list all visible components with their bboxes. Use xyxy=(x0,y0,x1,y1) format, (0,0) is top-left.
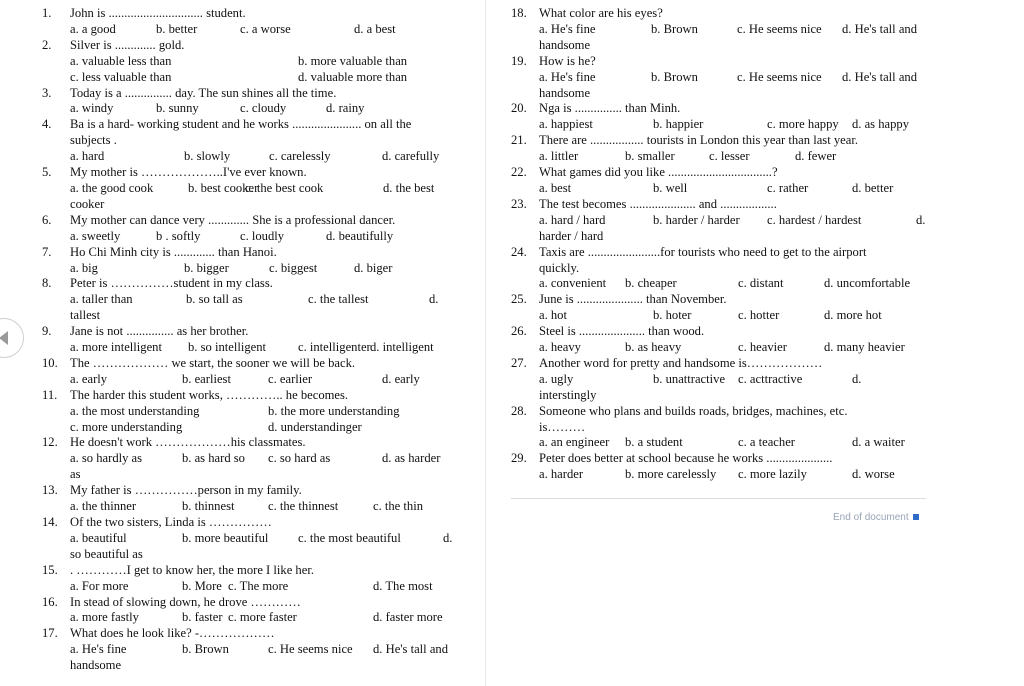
options-row: a. a good b. better c. a worse d. a best xyxy=(70,21,396,36)
question xyxy=(511,404,929,452)
options-row: a. hard / hard b. harder / harder c. hardest / hardest d. xyxy=(539,212,926,227)
question-number: 19. xyxy=(511,53,527,68)
question xyxy=(511,197,929,245)
question-number: 12. xyxy=(42,435,58,450)
options-row: a. happiest b. happier c. more happy d. as happy xyxy=(539,117,910,132)
right-column xyxy=(511,6,929,483)
question-stem-continued: quickly. xyxy=(539,260,580,275)
options-row: a. taller than b. so tall as c. the tallest d. xyxy=(70,292,439,307)
question-number: 24. xyxy=(511,244,527,259)
question-number: 2. xyxy=(42,37,52,52)
question-number: 8. xyxy=(42,276,52,291)
options-row: a. For more b. More c. The more d. The most xyxy=(70,578,433,593)
question-stem: . …………I get to know her, the more I like her. xyxy=(70,562,314,577)
question xyxy=(42,38,462,86)
options-row: a. valuable less than b. more valuable than xyxy=(70,53,408,68)
options-row: a. convenient b. cheaper c. distant d. uncomfortable xyxy=(539,276,911,291)
options-row: a. He's fine b. Brown c. He seems nice d. He's tall and xyxy=(539,21,918,36)
question-stem: Today is a ............... day. The sun shines all the time. xyxy=(70,85,337,100)
question-stem: The ……………… we start, the sooner we will be back. xyxy=(70,355,356,370)
options-row: c. more understanding d. understandinger xyxy=(70,419,362,434)
options-row: a. sweetly b . softly c. loudly d. beautifully xyxy=(70,228,394,243)
question xyxy=(42,435,462,483)
question-number: 20. xyxy=(511,101,527,116)
question-number: 17. xyxy=(42,626,58,641)
question-number: 10. xyxy=(42,355,58,370)
options-row: a. the most understanding b. the more understanding xyxy=(70,403,400,418)
options-row: a. early b. earliest c. earlier d. early xyxy=(70,371,420,386)
question-stem: What does he look like? -……………… xyxy=(70,626,275,641)
options-row: a. heavy b. as heavy c. heavier d. many heavier xyxy=(539,340,905,355)
question-stem: June is ..................... than November. xyxy=(539,292,727,307)
option-continued: interstingly xyxy=(539,387,597,402)
question-stem: Of the two sisters, Linda is …………… xyxy=(70,515,272,529)
question-stem-continued: is……… xyxy=(539,419,586,434)
options-row: a. beautiful b. more beautiful c. the most beautiful d. xyxy=(70,530,453,545)
question xyxy=(511,101,929,133)
options-row: a. hard b. slowly c. carelessly d. carefully xyxy=(70,149,440,164)
option-continued: cooker xyxy=(70,196,105,211)
question xyxy=(42,626,462,674)
question xyxy=(42,213,462,245)
question-number: 11. xyxy=(42,387,58,402)
question-stem: Steel is ..................... than wood. xyxy=(539,324,705,339)
question-stem: Nga is ............... than Minh. xyxy=(539,101,681,116)
column-divider xyxy=(485,0,486,686)
question xyxy=(42,563,462,595)
end-rule xyxy=(511,498,926,499)
options-row: a. ugly b. unattractive c. acttractive d. xyxy=(539,371,862,386)
question xyxy=(42,6,462,38)
question xyxy=(42,165,462,213)
question-stem: Peter is ……………student in my class. xyxy=(70,276,273,291)
question-number: 22. xyxy=(511,165,527,180)
question-stem: Someone who plans and builds roads, bridges, machines, etc. xyxy=(539,403,848,418)
question-number: 23. xyxy=(511,196,527,211)
options-row: a. windy b. sunny c. cloudy d. rainy xyxy=(70,101,365,116)
options-row: a. more fastly b. faster c. more faster d. faster more xyxy=(70,610,443,625)
options-row: a. littler b. smaller c. lesser d. fewer xyxy=(539,149,837,164)
question-stem: He doesn't work ………………his classmates. xyxy=(70,435,306,450)
question-number: 1. xyxy=(42,6,52,20)
question-number: 16. xyxy=(42,594,58,609)
question xyxy=(42,483,462,515)
option-continued: as xyxy=(70,467,81,482)
question-number: 25. xyxy=(511,292,527,307)
question xyxy=(511,356,929,404)
option-continued: so beautiful as xyxy=(70,546,143,561)
question-stem: Another word for pretty and handsome is……………… xyxy=(539,355,823,370)
question-stem: The test becomes ..................... and .................. xyxy=(539,196,777,211)
question xyxy=(511,451,929,483)
previous-page-icon[interactable] xyxy=(0,318,24,358)
question-number: 26. xyxy=(511,324,527,339)
question-number: 27. xyxy=(511,355,527,370)
question-stem: Taxis are .......................for tourists who need to get to the airport xyxy=(539,244,867,259)
question xyxy=(42,245,462,277)
question-number: 15. xyxy=(42,562,58,577)
question xyxy=(511,324,929,356)
question-number: 29. xyxy=(511,451,527,466)
options-row: a. best b. well c. rather d. better xyxy=(539,180,894,195)
question-number: 13. xyxy=(42,483,58,498)
question-stem-continued: subjects . xyxy=(70,133,117,148)
question-number: 5. xyxy=(42,165,52,180)
question-stem: Jane is not ............... as her brother. xyxy=(70,324,249,339)
question-stem: John is .............................. student. xyxy=(70,6,246,20)
question xyxy=(511,245,929,293)
end-of-document xyxy=(833,510,919,526)
question-stem: My mother can dance very ............. She is a professional dancer. xyxy=(70,212,396,227)
question-stem: My father is ……………person in my family. xyxy=(70,483,302,498)
question-stem: Ba is a hard- working student and he works ...................... on all the xyxy=(70,117,412,132)
question xyxy=(42,356,462,388)
option-continued: handsome xyxy=(539,37,591,52)
question xyxy=(42,117,462,165)
question-number: 21. xyxy=(511,133,527,148)
options-row: a. He's fine b. Brown c. He seems nice d. He's tall and xyxy=(70,642,449,657)
option-continued: handsome xyxy=(539,85,591,100)
options-row: a. more intelligent b. so intelligent c. intelligenter d. intelligent xyxy=(70,340,434,355)
left-column xyxy=(42,6,462,674)
question-number: 28. xyxy=(511,403,527,418)
question-stem: The harder this student works, ………….. he becomes. xyxy=(70,387,349,402)
question xyxy=(42,86,462,118)
question xyxy=(42,324,462,356)
question-stem: In stead of slowing down, he drove ………… xyxy=(70,594,301,609)
question-number: 9. xyxy=(42,324,52,339)
options-row: a. He's fine b. Brown c. He seems nice d. He's tall and xyxy=(539,69,918,84)
option-continued: harder / hard xyxy=(539,228,604,243)
option-continued: tallest xyxy=(70,308,101,323)
options-row: a. harder b. more carelessly c. more lazily d. worse xyxy=(539,467,895,482)
question-stem: Silver is ............. gold. xyxy=(70,37,185,52)
end-mark-icon xyxy=(913,514,919,520)
options-row: a. hot b. hoter c. hotter d. more hot xyxy=(539,308,882,323)
question-number: 6. xyxy=(42,212,52,227)
question-number: 7. xyxy=(42,244,52,259)
question xyxy=(511,54,929,102)
question-stem: What color are his eyes? xyxy=(539,6,663,20)
question-stem: What games did you like .................................? xyxy=(539,165,778,180)
question xyxy=(511,6,929,54)
question xyxy=(511,133,929,165)
question-number: 4. xyxy=(42,117,52,132)
question-stem: Peter does better at school because he works ..................... xyxy=(539,451,833,466)
option-continued: handsome xyxy=(70,658,122,673)
options-row: a. the good cook b. best cooker c. the best cook d. the best xyxy=(70,180,435,195)
options-row: a. the thinner b. thinnest c. the thinnest c. the thin xyxy=(70,499,424,514)
question xyxy=(511,165,929,197)
question xyxy=(42,515,462,563)
question-stem: There are ................. tourists in London this year than last year. xyxy=(539,133,858,148)
question xyxy=(42,276,462,324)
question-number: 18. xyxy=(511,6,527,20)
end-of-document-label: End of document xyxy=(833,512,909,523)
options-row: a. big b. bigger c. biggest d. biger xyxy=(70,260,393,275)
question xyxy=(42,388,462,436)
options-row: a. an engineer b. a student c. a teacher d. a waiter xyxy=(539,435,905,450)
question-stem: Ho Chi Minh city is ............. than Hanoi. xyxy=(70,244,277,259)
question-stem: My mother is ………………..I've ever known. xyxy=(70,165,307,180)
question xyxy=(511,292,929,324)
question-number: 14. xyxy=(42,515,58,529)
question-stem: How is he? xyxy=(539,53,596,68)
options-row: c. less valuable than d. valuable more than xyxy=(70,69,408,84)
question xyxy=(42,595,462,627)
question-number: 3. xyxy=(42,85,52,100)
options-row: a. so hardly as b. as hard so c. so hard as d. as harder xyxy=(70,451,441,466)
